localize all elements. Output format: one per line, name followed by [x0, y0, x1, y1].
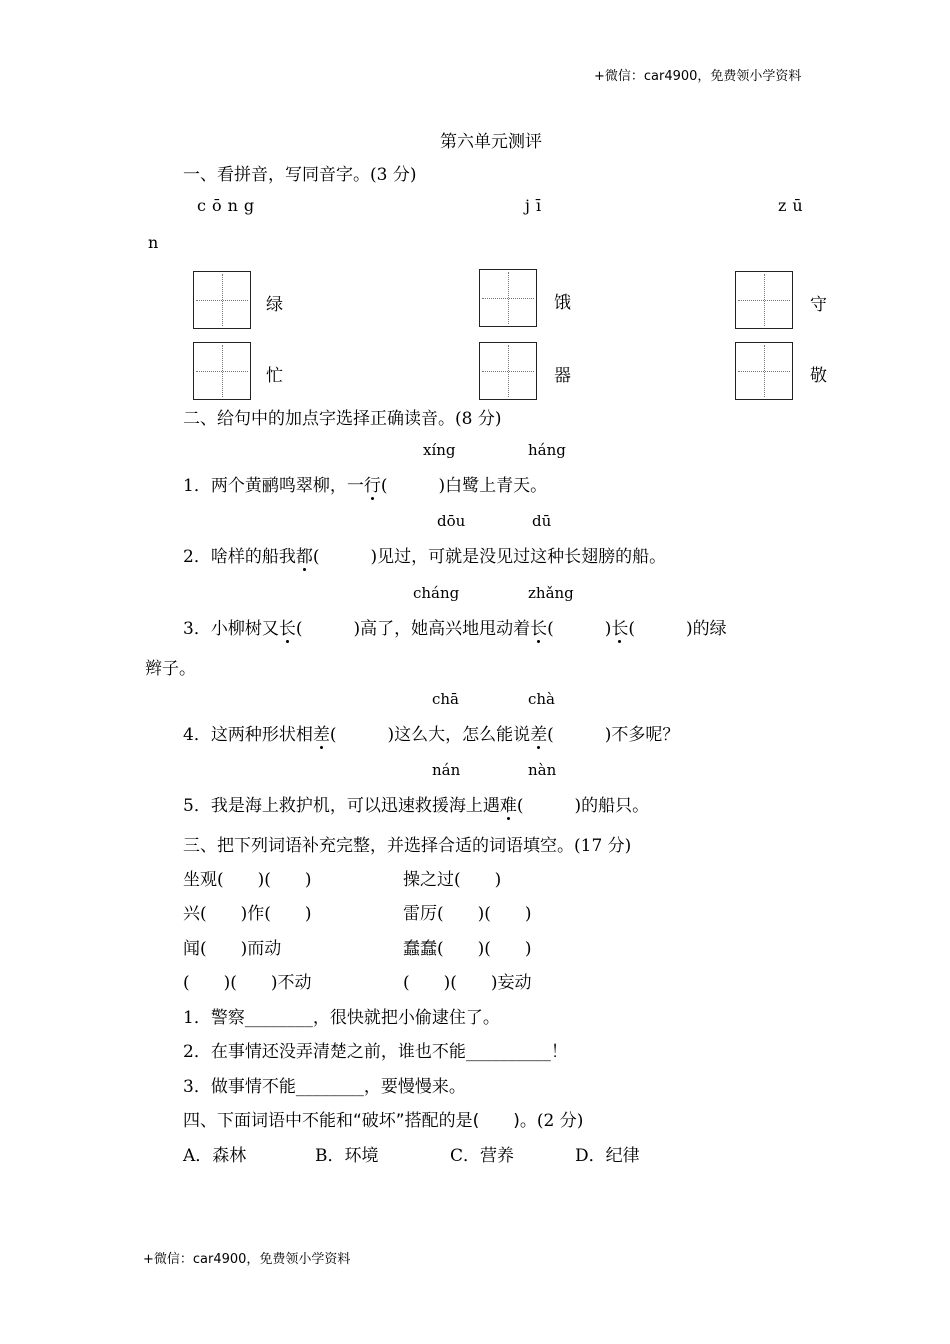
q4-dotted-char-1: 差: [313, 720, 330, 745]
q3-wrap: 辫子。: [145, 659, 196, 679]
pinyin-2: jī: [525, 196, 548, 215]
page-title: 第六单元测评: [440, 132, 542, 152]
q1-pre: 1．两个黄鹂鸣翠柳，一: [183, 476, 364, 496]
q3-dotted-char-1: 长: [279, 614, 296, 639]
section4-heading: [183, 1106, 583, 1131]
word-3: 守: [810, 295, 827, 315]
section4-score: (2 分): [536, 1111, 584, 1131]
writing-box-2[interactable]: [479, 269, 537, 327]
pinyin-1: cōng: [197, 196, 261, 215]
q4-post: ( )不多呢？: [547, 725, 680, 745]
section2-score: (8 分): [455, 409, 502, 429]
word-5: 器: [554, 366, 571, 386]
q3-mid1: ( )高了，她高兴地甩动着: [295, 619, 531, 639]
q3-dotted-char-3: 长: [611, 614, 628, 639]
section1-heading-text: 一、看拼音，写同音字。: [183, 165, 370, 185]
q5-pre: 5．我是海上救护机，可以迅速救援海上遇: [183, 796, 500, 816]
q1-pinyin-a: xíng: [423, 441, 456, 459]
q4-sentence: [183, 720, 679, 745]
section3-heading: [183, 831, 631, 856]
writing-box-5[interactable]: [479, 342, 537, 400]
writing-box-4[interactable]: [193, 342, 251, 400]
idiom-left-3: 闻( )而动: [183, 939, 282, 959]
watermark-top: +微信：car4900，免费领小学资料: [594, 69, 802, 84]
q3-post: ( )的绿: [628, 619, 727, 639]
option-d[interactable]: D．纪律: [575, 1146, 640, 1166]
section3-heading-text: 三、把下列词语补充完整，并选择合适的词语填空。: [183, 836, 574, 856]
q5-post: ( )的船只。: [516, 796, 650, 816]
q2-sentence: [183, 542, 666, 567]
q5-pinyin-a: nán: [432, 761, 461, 779]
idiom-right-4: ( )( )妄动: [403, 973, 532, 993]
option-c[interactable]: C．营养: [450, 1146, 515, 1166]
fill-q2: 2．在事情还没弄清楚之前，谁也不能__________！: [183, 1042, 568, 1062]
q4-mid: ( )这么大，怎么能说: [329, 725, 531, 745]
idiom-right-3: 蠢蠢( )( ): [403, 939, 532, 959]
q4-pinyin-a: chā: [432, 690, 460, 708]
idiom-right-1: 操之过( ): [403, 870, 502, 890]
section3-score: (17 分): [574, 836, 632, 856]
q5-pinyin-b: nàn: [528, 761, 557, 779]
fill-q3: 3．做事情不能________，要慢慢来。: [183, 1077, 466, 1097]
writing-box-3[interactable]: [735, 271, 793, 329]
q2-pinyin-b: dū: [532, 512, 552, 530]
q1-pinyin-b: háng: [528, 441, 566, 459]
q3-pinyin-b: zhǎng: [528, 584, 574, 602]
idiom-left-1: 坐观( )( ): [183, 870, 312, 890]
q3-mid2: ( ): [547, 619, 612, 639]
section4-heading-text: 四、下面词语中不能和“破坏”搭配的是( )。: [183, 1111, 537, 1131]
fill-q1: 1．警察________，很快就把小偷逮住了。: [183, 1008, 500, 1028]
q1-sentence: [183, 471, 547, 496]
word-4: 忙: [266, 366, 283, 386]
q3-pre: 3．小柳树又: [183, 619, 279, 639]
idiom-left-4: ( )( )不动: [183, 973, 312, 993]
q4-pre: 4．这两种形状相: [183, 725, 313, 745]
q3-pinyin-a: cháng: [413, 584, 460, 602]
q1-post: ( )白鹭上青天。: [380, 476, 548, 496]
q3-sentence: [183, 614, 727, 639]
q2-pre: 2．啥样的船我: [183, 547, 296, 567]
idiom-left-2: 兴( )作( ): [183, 904, 312, 924]
writing-box-6[interactable]: [735, 342, 793, 400]
section1-score: (3 分): [370, 165, 417, 185]
word-6: 敬: [810, 366, 827, 386]
q5-sentence: [183, 791, 649, 816]
pinyin-wrap: n: [148, 233, 165, 252]
word-2: 饿: [554, 293, 571, 313]
q4-pinyin-b: chà: [528, 690, 556, 708]
q3-dotted-char-2: 长: [530, 614, 547, 639]
q2-post: ( )见过，可就是没见过这种长翅膀的船。: [312, 547, 667, 567]
q2-dotted-char: 都: [296, 542, 313, 567]
writing-box-1[interactable]: [193, 271, 251, 329]
option-b[interactable]: B．环境: [315, 1146, 379, 1166]
watermark-bottom: +微信：car4900，免费领小学资料: [143, 1252, 351, 1267]
q4-dotted-char-2: 差: [530, 720, 547, 745]
q1-dotted-char: 行: [364, 471, 381, 496]
word-1: 绿: [266, 295, 283, 315]
q5-dotted-char: 难: [500, 791, 517, 816]
section2-heading: [183, 404, 501, 429]
section2-heading-text: 二、给句中的加点字选择正确读音。: [183, 409, 455, 429]
idiom-right-2: 雷厉( )( ): [403, 904, 532, 924]
option-a[interactable]: A．森林: [183, 1146, 247, 1166]
section1-heading: [183, 160, 416, 185]
q2-pinyin-a: dōu: [437, 512, 466, 530]
pinyin-3: zū: [778, 196, 809, 215]
